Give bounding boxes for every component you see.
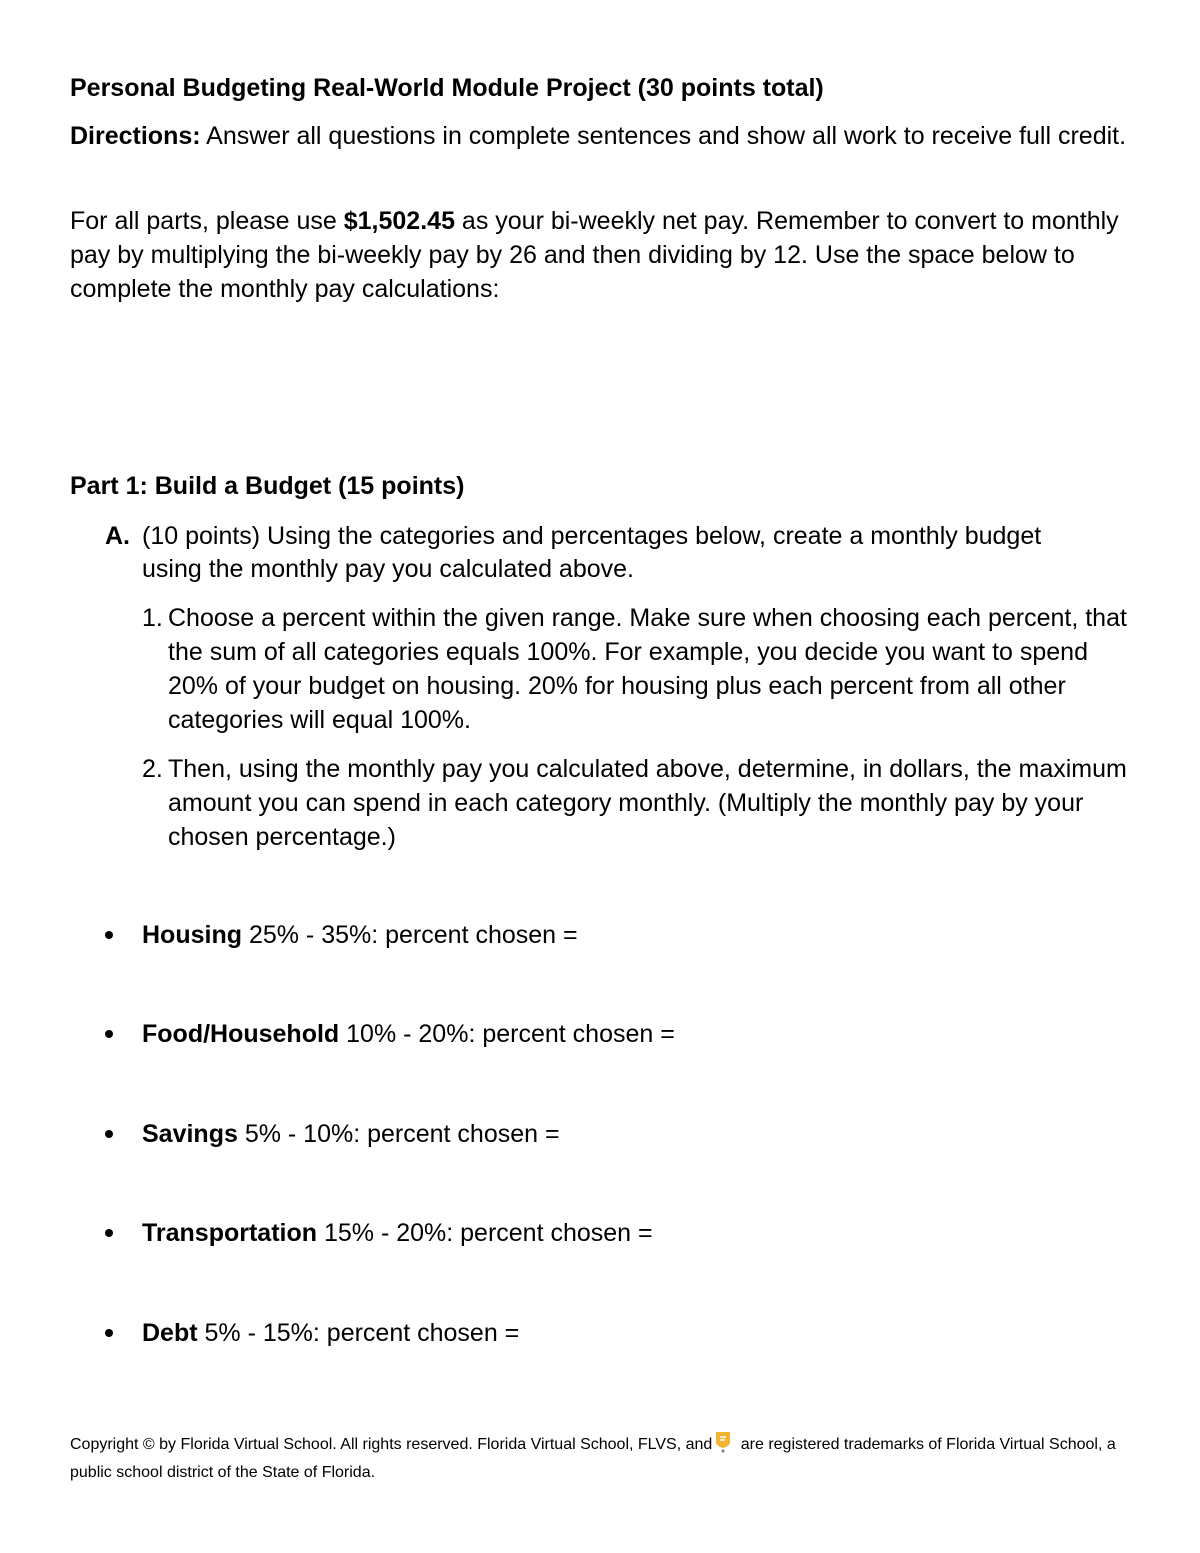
part1-heading: Part 1: Build a Budget (15 points) xyxy=(70,472,465,500)
bullet-icon xyxy=(105,1229,113,1237)
copyright-footer xyxy=(70,1431,1130,1487)
bullet-icon xyxy=(105,1030,113,1038)
category-savings xyxy=(103,1117,1003,1151)
category-name: Transportation xyxy=(142,1219,318,1247)
footer-text-before: Copyright © by Florida Virtual School. All rights reserved. Florida Virtual School, FLVS, and xyxy=(70,1436,713,1453)
pay-amount: $1,502.45 xyxy=(343,207,455,235)
part1-item-a xyxy=(105,520,1105,586)
category-range: 5% - 15%: percent chosen = xyxy=(197,1319,520,1347)
directions-paragraph xyxy=(70,119,1130,153)
category-housing xyxy=(103,918,1003,952)
category-name: Savings xyxy=(142,1120,238,1148)
step-2 xyxy=(142,752,1132,854)
directions-label: Directions: xyxy=(70,122,201,150)
pay-text-after: as your bi-weekly net pay. Remember to convert to monthly pay by multiplying the bi-weekly pay by 26 and then dividing by 12. Use the space below to complete the monthly pay calculations: xyxy=(70,207,1119,303)
step-2-marker: 2. xyxy=(142,755,163,783)
category-name: Housing xyxy=(142,921,242,949)
category-debt xyxy=(103,1316,1003,1350)
category-transportation xyxy=(103,1216,1003,1250)
category-range: 10% - 20%: percent chosen = xyxy=(339,1020,675,1048)
step-2-text: Then, using the monthly pay you calculated above, determine, in dollars, the maximum amount you can spend in each category monthly. (Multiply the monthly pay by your chosen percentage.) xyxy=(168,755,1127,851)
step-1 xyxy=(142,601,1132,737)
item-a-text: (10 points) Using the categories and percentages below, create a monthly budget using the monthly pay you calculated above. xyxy=(142,522,1042,583)
category-range: 25% - 35%: percent chosen = xyxy=(242,921,578,949)
category-name: Food/Household xyxy=(142,1020,340,1048)
category-range: 15% - 20%: percent chosen = xyxy=(317,1219,653,1247)
category-range: 5% - 10%: percent chosen = xyxy=(237,1120,560,1148)
flvs-logo-icon xyxy=(714,1431,732,1453)
page-title: Personal Budgeting Real-World Module Project (30 points total) xyxy=(70,74,824,102)
pay-paragraph xyxy=(70,204,1130,306)
step-1-marker: 1. xyxy=(142,604,163,632)
directions-text: Answer all questions in complete sentences and show all work to receive full credit. xyxy=(200,122,1127,150)
category-food-household xyxy=(103,1017,1003,1051)
item-a-marker: A. xyxy=(105,522,130,550)
bullet-icon xyxy=(105,931,113,939)
bullet-icon xyxy=(105,1329,113,1337)
category-name: Debt xyxy=(142,1319,198,1347)
footer-text-after: are registered trademarks of Florida Virtual School, a public school district of the State of Florida. xyxy=(70,1436,1116,1481)
bullet-icon xyxy=(105,1130,113,1138)
pay-text-before: For all parts, please use xyxy=(70,207,344,235)
step-1-text: Choose a percent within the given range. Make sure when choosing each percent, that the sum of all categories equals 100%. For example, you decide you want to spend 20% of your budget on housing. 20% for housing plus each percent from all other categories will equal 100%. xyxy=(168,604,1127,734)
